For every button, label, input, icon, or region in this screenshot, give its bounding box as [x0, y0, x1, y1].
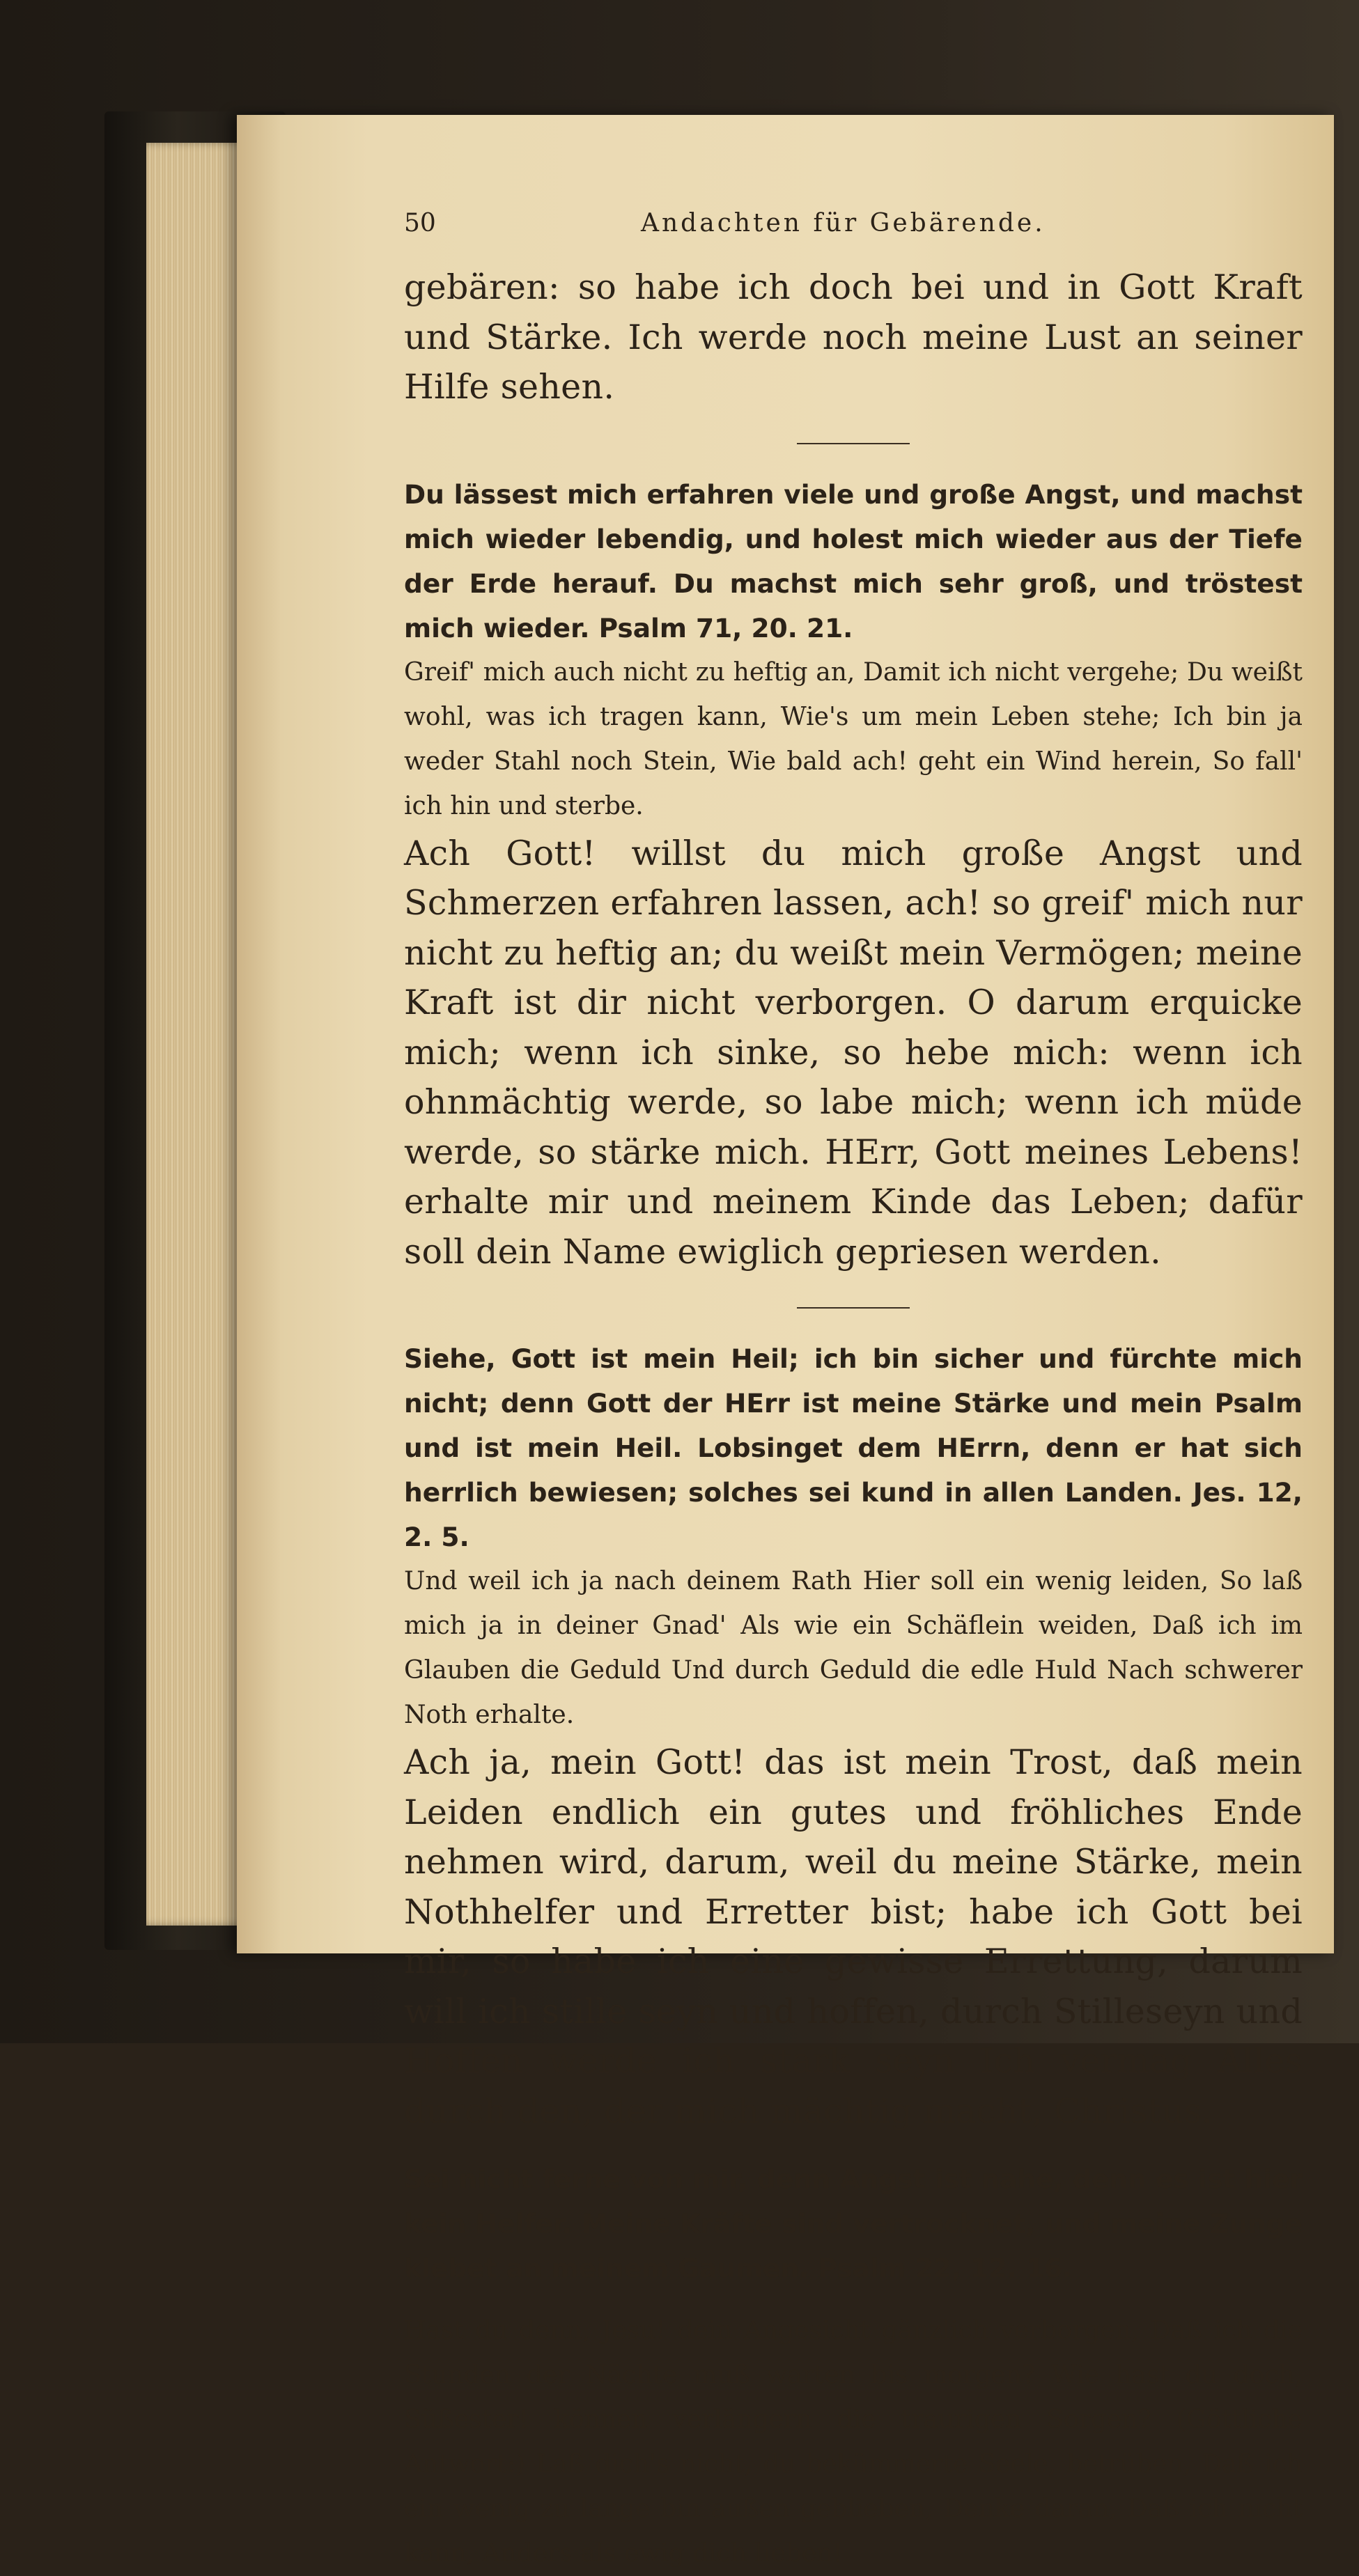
- running-title: Andachten für Gebärende.: [641, 209, 1046, 237]
- page-number: 50: [404, 209, 436, 237]
- prayer-paragraph: gebären: so habe ich doch bei und in Gott Kraft und Stärke. Ich werde noch meine Lust an seiner Hilfe sehen.: [404, 267, 1303, 407]
- page-text: [404, 209, 1303, 2576]
- running-header: [404, 209, 1303, 237]
- scripture-quote: Du lässest mich erfahren viele und große Angst, und machst mich wieder lebendig, und holest mich wieder aus der Tiefe der Erde herauf. Du machst mich sehr groß, und tröstest mich wieder. Psalm 71, 20. 21.: [404, 478, 1303, 643]
- prayer-paragraph: Ach Gott! willst du mich große Angst und Schmerzen erfahren lassen, ach! so greif' mich nur nicht zu heftig an; du weißt mein Vermögen; meine Kraft ist dir nicht verborgen. O darum erquicke mich; wenn ich sinke, so hebe mich: wenn ich ohnmächtig werde, so labe mich; wenn ich müde werde, so stärke mich. HErr, Gott meines Lebens! erhalte mir und meinem Kinde das Leben; dafür soll dein Name ewiglich gepriesen werden.: [404, 833, 1303, 1272]
- hymn-verse: Hast du denn, Jesu! dein Angesicht gänzlich verborgen, Daß ich die Stunden der Nächte muß warten bis morgen? Wie hast du doch, Süßester! können verlängern die traurigen Sorgen? (Göttliche Antwort:) Laß dich's nicht, du bekümmerte Seele, betrüben, Daß ich ein wenig zu lange bin außen geblieben, Denke daran, Daß ich nicht kann, Anders als ewig dich lieben!: [404, 2316, 1303, 2568]
- section-divider: [797, 1307, 910, 1309]
- scripture-quote: Siehe, Gott ist mein Heil; ich bin sicher und fürchte mich nicht; denn Gott der HErr ist meine Stärke und mein Psalm und ist mein Heil. Lobsinget dem HErrn, denn er hat sich herrlich bewiesen; solches sei kund in allen Landen. Jes. 12, 2. 5.: [404, 1343, 1303, 1552]
- prayer-paragraph: Ach ja, mein Gott! das ist mein Trost, daß mein Leiden endlich ein gutes und fröhliches Ende nehmen wird, darum, weil du meine Stärke, mein Nothhelfer und Erretter bist; habe ich Gott bei mir, so habe ich eine gewisse Errettung, darum will ich stille seyn und hoffen, durch Stilleseyn und Hoffen werde ich stark seyn Ich vermag Alles durch den, der mich mächtig macht, Christus.: [404, 1742, 1303, 2131]
- hymn-verse: Und weil ich ja nach deinem Rath Hier soll ein wenig leiden, So laß mich ja in deiner Gnad' Als wie ein Schäflein weiden, Daß ich im Glauben die Geduld Und durch Geduld die edle Huld Nach schwerer Noth erhalte.: [404, 1567, 1303, 1729]
- scripture-quote: Sei nicht ferne von mir, denn Angst ist nahe, denn es ist hier kein Helfer. Meine Kräfte sind vertrocknet, und meine Zunge klebet an meinem Gaumen. Psalm 22, 12. 16.: [404, 2164, 1303, 2284]
- hymn-verse: Greif' mich auch nicht zu heftig an, Damit ich nicht vergehe; Du weißt wohl, was ich tragen kann, Wie's um mein Leben stehe; Ich bin ja weder Stahl noch Stein, Wie bald ach! geht ein Wind herein, So fall' ich hin und sterbe.: [404, 657, 1303, 820]
- section-divider: [797, 443, 910, 444]
